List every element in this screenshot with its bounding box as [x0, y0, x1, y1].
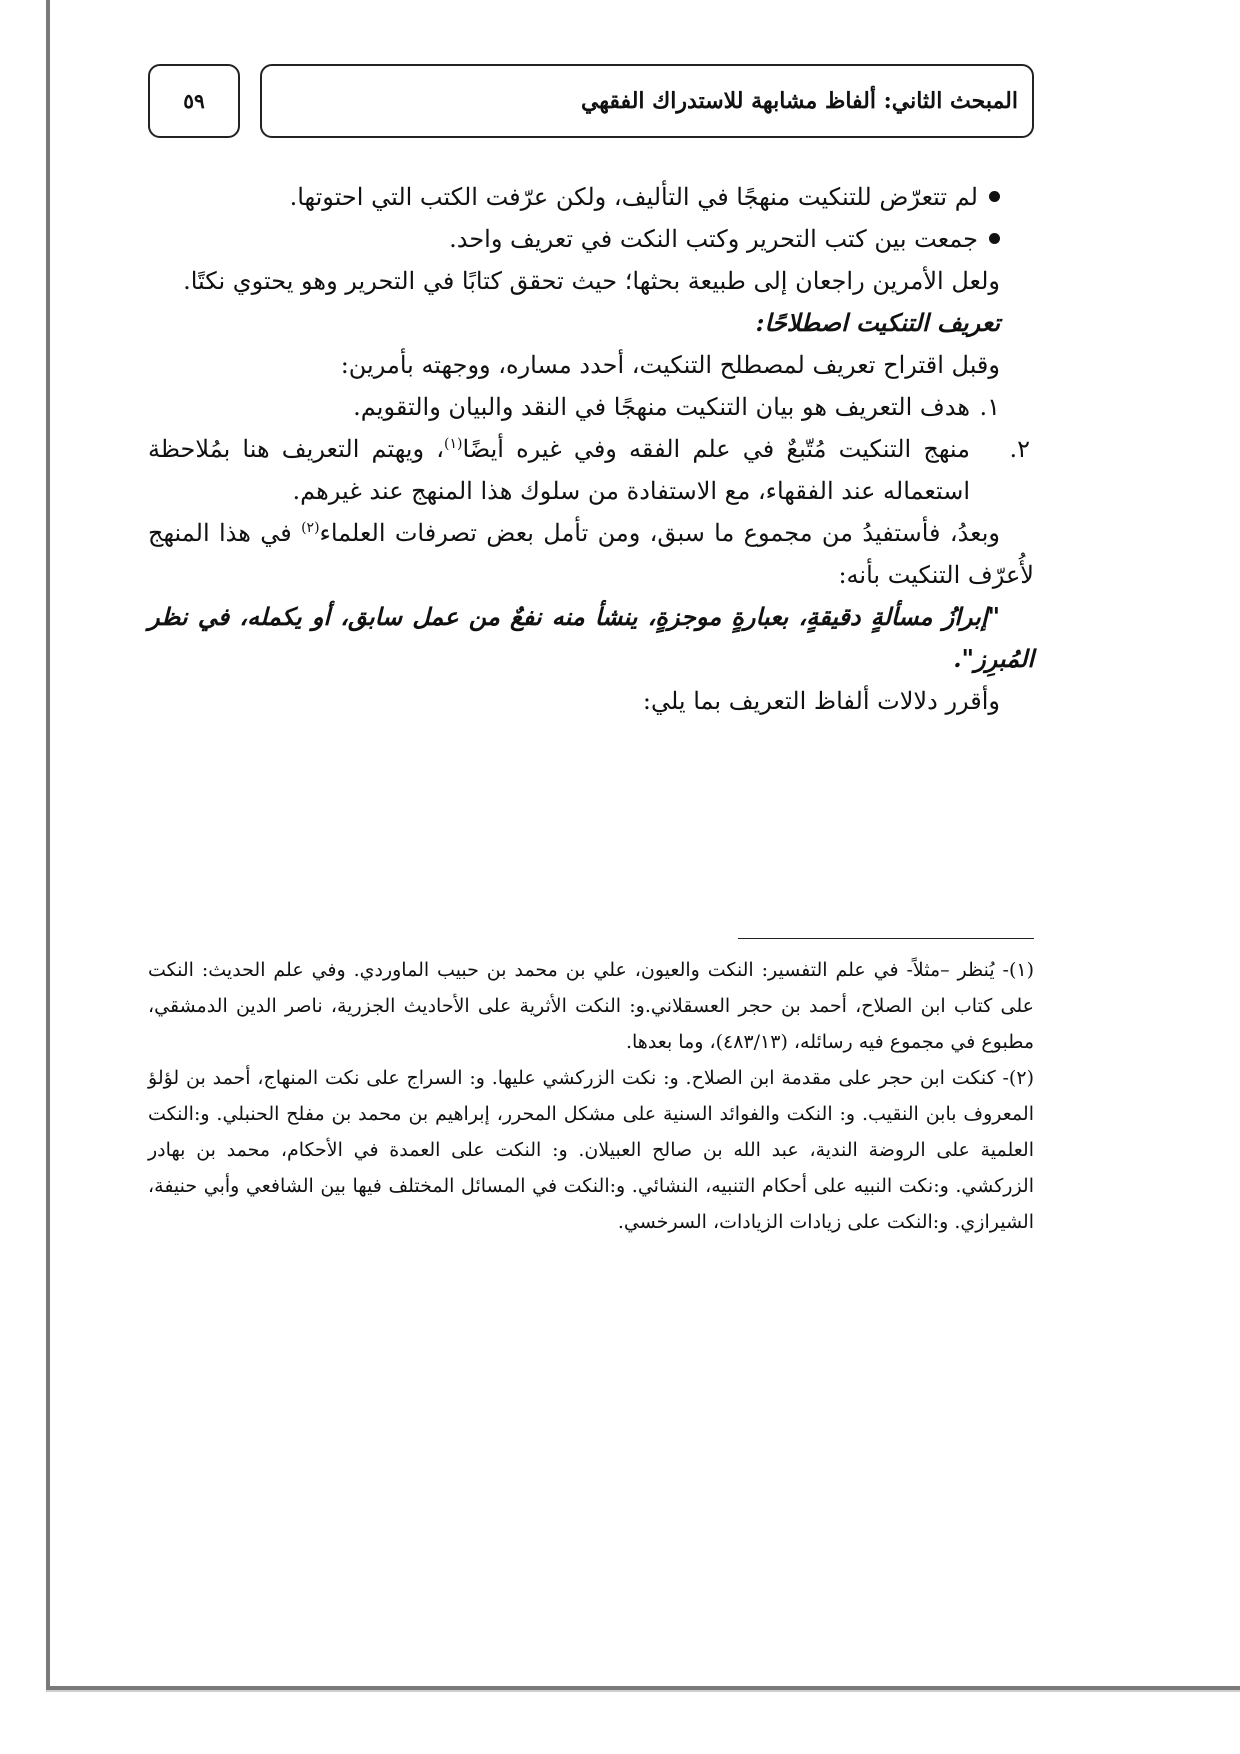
footnote-separator — [738, 938, 1034, 939]
footnote-ref[interactable]: (١) — [443, 436, 463, 452]
paragraph: ولعل الأمرين راجعان إلى طبيعة بحثها؛ حيث تحقق كتابًا في التحرير وهو يحتوي نكتًا. — [183, 267, 1000, 295]
paragraph: وقبل اقتراح تعريف لمصطلح التنكيت، أحدد مساره، ووجهته بأمرين: — [340, 351, 1000, 379]
main-text — [148, 176, 1034, 722]
footnote-ref[interactable]: (٢) — [301, 520, 320, 536]
bullet-item: جمعت بين كتب التحرير وكتب النكت في تعريف واحد. — [148, 218, 1034, 260]
section-heading: تعريف التنكيت اصطلاحًا: — [755, 308, 1000, 337]
footnote: (١)- يُنظر –مثلاً- في علم التفسير: النكت والعيون، علي بن محمد بن حبيب الماوردي. وفي علم الحديث: النكت على كتاب ابن الصلاح، أحمد بن حجر العسقلاني.و: النكت الأثرية على الأحاديث الجزرية، ناصر الدين الدمشقي، مطبوع في مجموع فيه رسائله، (٤٨٣/١٣)، وما بعدها. — [148, 959, 1034, 1053]
footnotes — [148, 952, 1034, 1240]
page-frame-bottom-shadow — [46, 1690, 1240, 1692]
page-frame-left-border — [46, 0, 50, 1690]
bullet-item: لم تتعرّض للتنكيت منهجًا في التأليف، ولكن عرّفت الكتب التي احتوتها. — [148, 176, 1034, 218]
numbered-item — [148, 386, 1034, 428]
paragraph: وأقرر دلالات ألفاظ التعريف بما يلي: — [642, 687, 1000, 715]
definition-quote: "إبرازُ مسألةٍ دقيقةٍ، بعبارةٍ موجزةٍ، ينشأ منه نفعٌ من عمل سابق، أو يكمله، في نظر المُبرِز". — [148, 602, 1034, 673]
numbered-item — [148, 428, 1034, 512]
paragraph — [148, 512, 1034, 596]
item-text: منهج التنكيت مُتّبعٌ في علم الفقه وفي غيره أيضًا — [462, 435, 970, 463]
running-header-title: المبحث الثاني: ألفاظ مشابهة للاستدراك الفقهي — [580, 88, 1018, 114]
paragraph-text: وبعدُ، فأستفيدُ من مجموع ما سبق، ومن تأمل بعض تصرفات العلماء — [319, 519, 1001, 547]
item-text: ، ويهتم التعريف هنا بمُلاحظة استعماله عند الفقهاء، مع الاستفادة من سلوك هذا المنهج عند غيرهم. — [148, 435, 970, 505]
item-number: ١. — [979, 393, 1000, 421]
item-number: ٢. — [1009, 435, 1030, 463]
running-header — [260, 64, 1034, 138]
footnote: (٢)- كنكت ابن حجر على مقدمة ابن الصلاح. و: نكت الزركشي عليها. و: السراج على نكت المنهاج، أحمد بن لؤلؤ المعروف بابن النقيب. و: النكت والفوائد السنية على مشكل المحرر، إبراهيم بن محمد بن مفلح الحنبلي. و:النكت العلمية على الروضة الندية، عبد الله بن صالح العبيلان. و: النكت على العمدة في الأحكام، محمد بن بهادر الزركشي. و:نكت النبيه على أحكام التنبيه، النشائي. و:النكت في المسائل المختلف فيها بين الشافعي وأبي حنيفة، الشيرازي. و:النكت على زيادات الزيادات، السرخسي. — [148, 1067, 1034, 1233]
paragraph-text: في هذا المنهج لأُعرّف التنكيت بأنه: — [148, 519, 1034, 589]
page-number: ٥٩ — [148, 64, 240, 138]
item-text: هدف التعريف هو بيان التنكيت منهجًا في النقد والبيان والتقويم. — [353, 393, 970, 421]
